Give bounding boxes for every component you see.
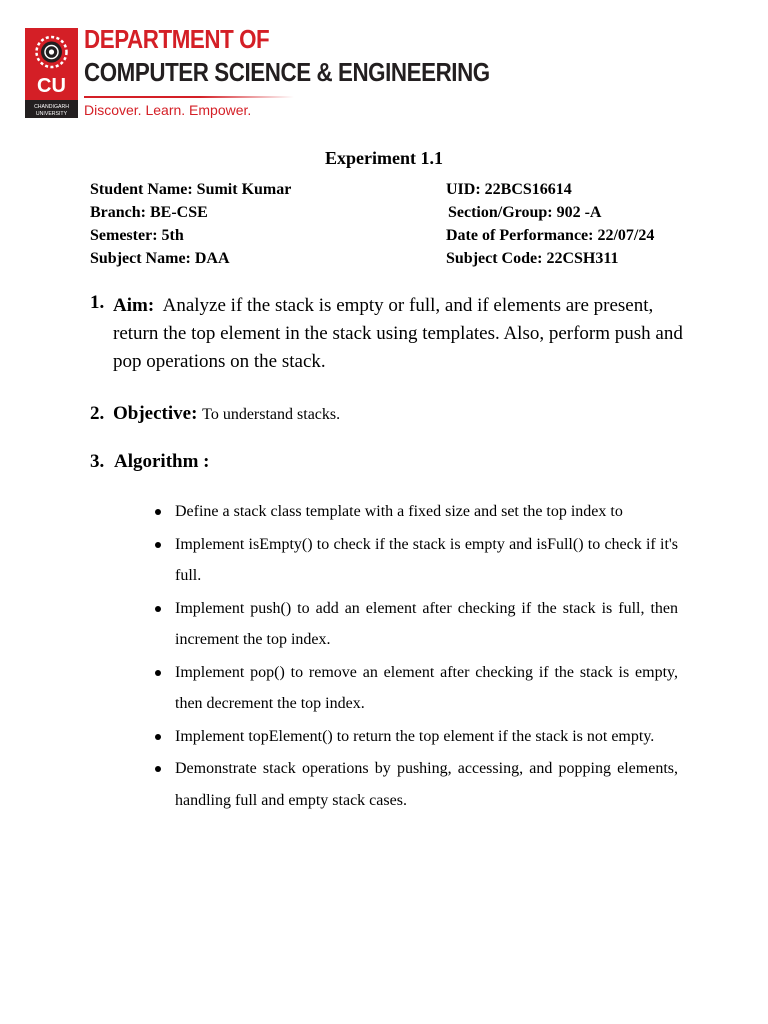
list-item: Implement topElement() to return the top element if the stack is not empty. [175, 721, 678, 753]
bullet-icon [155, 734, 161, 740]
bullet-icon [155, 509, 161, 515]
tagline: Discover. Learn. Empower. [84, 102, 252, 118]
list-item: Define a stack class template with a fixed size and set the top index to [175, 496, 678, 528]
algorithm-number: 3. [90, 451, 105, 472]
bullet-icon [155, 766, 161, 772]
date-of-performance: Date of Performance: 22/07/24 [446, 227, 655, 244]
list-item: Implement isEmpty() to check if the stack is empty and isFull() to check if it's full. [175, 529, 678, 592]
logo-text: CU [37, 75, 66, 97]
algorithm-steps [175, 496, 678, 817]
department-title-line1: DEPARTMENT OF [84, 24, 270, 54]
section-group: Section/Group: 902 -A [448, 204, 602, 221]
uid: UID: 22BCS16614 [446, 181, 572, 198]
bullet-icon [155, 670, 161, 676]
subject-code: Subject Code: 22CSH311 [446, 250, 619, 267]
student-name: Student Name: Sumit Kumar [90, 181, 292, 198]
list-item: Implement push() to add an element after checking if the stack is full, then increment the top index. [175, 593, 678, 656]
objective-section [113, 403, 340, 425]
bullet-icon [155, 542, 161, 548]
aim-text: Analyze if the stack is empty or full, and if elements are present, return the top element in the stack using templates. Also, perform push and pop operations on the stack. [113, 295, 683, 372]
semester: Semester: 5th [90, 227, 184, 244]
university-logo [25, 28, 78, 118]
list-item: Implement pop() to remove an element after checking if the stack is empty, then decrement the top index. [175, 657, 678, 720]
department-title-line2: COMPUTER SCIENCE & ENGINEERING [84, 57, 490, 87]
aim-heading: Aim: [113, 295, 155, 316]
svg-text:UNIVERSITY: UNIVERSITY [35, 111, 68, 117]
objective-text: To understand stacks. [202, 406, 341, 423]
aim-section [113, 292, 693, 376]
experiment-title: Experiment 1.1 [325, 148, 443, 168]
bullet-icon [155, 606, 161, 612]
svg-text:CHANDIGARH: CHANDIGARH [34, 104, 69, 110]
algorithm-heading: Algorithm : [114, 451, 210, 472]
list-item: Demonstrate stack operations by pushing, accessing, and popping elements, handling full and empty stack cases. [175, 753, 678, 816]
subject-name: Subject Name: DAA [90, 250, 230, 267]
header-divider [84, 96, 294, 98]
branch: Branch: BE-CSE [90, 204, 208, 221]
objective-heading: Objective: [113, 403, 198, 424]
